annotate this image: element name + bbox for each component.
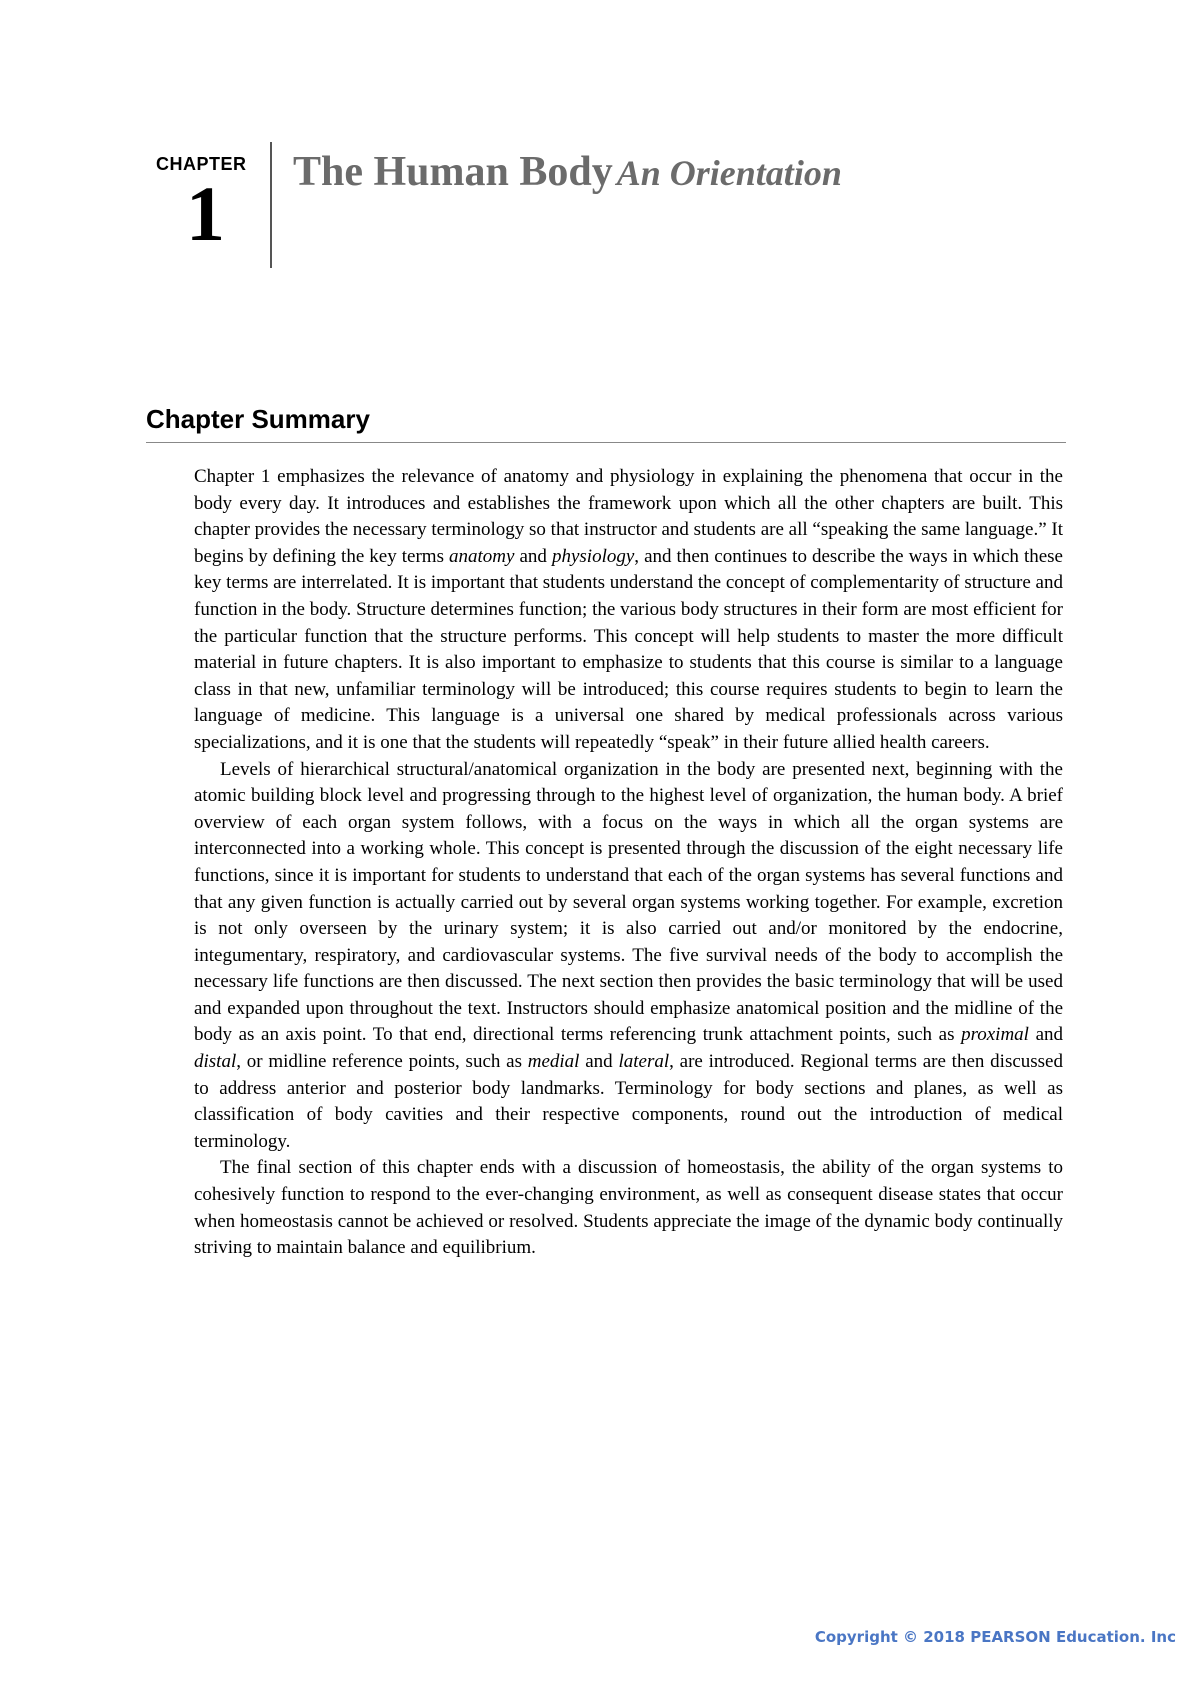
- term-lateral: lateral: [618, 1051, 670, 1073]
- p2-text-a: Levels of hierarchical structural/anatomical organization in the body are presented next, beginning with the atomic building block level and progressing through to the highest level of organization, the human body. A brief overview of each organ system follows, with a focus on the ways in which all the organ systems are interconnected into a working whole. This concept is presented through the discussion of the eight necessary life functions, since it is important for students to understand that each of the organ systems has several functions and that any given function is actually carried out by several organ systems working together. For example, excretion is not only overseen by the urinary system; it is also carried out and/or monitored by the endocrine, integumentary, respiratory, and cardiovascular systems. The five survival needs of the body to accomplish the necessary life functions are then discussed. The next section then provides the basic terminology that will be used and expanded upon throughout the text. Instructors should emphasize anatomical position and the midline of the body as an axis point. To that end, directional terms referencing trunk attachment points, such as: [194, 758, 1063, 1046]
- section-heading: Chapter Summary: [146, 404, 370, 434]
- chapter-label-block: [150, 140, 262, 268]
- chapter-divider: [270, 142, 272, 268]
- chapter-title-main: The Human Body: [293, 149, 613, 195]
- term-anatomy: anatomy: [449, 545, 515, 567]
- term-proximal: proximal: [961, 1024, 1029, 1046]
- p2-text-d: and: [579, 1051, 619, 1073]
- p1-text-b: and: [514, 545, 552, 567]
- summary-paragraph-3: The final section of this chapter ends with a discussion of homeostasis, the ability of the organ systems to cohesively function to respond to the ever-changing environment, as well as consequent disease states that occur when homeostasis cannot be achieved or resolved. Students appreciate the image of the dynamic body continually striving to maintain balance and equilibrium.: [194, 1157, 1063, 1259]
- chapter-label: CHAPTER: [156, 154, 247, 174]
- p2-text-c: , or midline reference points, such as: [236, 1051, 528, 1073]
- term-medial: medial: [527, 1051, 580, 1073]
- chapter-title: [293, 148, 842, 196]
- section-divider: [146, 442, 1066, 443]
- chapter-title-sub: An Orientation: [616, 153, 842, 193]
- term-physiology: physiology: [551, 545, 635, 567]
- chapter-number: 1: [186, 170, 225, 257]
- p1-text-a: Chapter 1 emphasizes the relevance of anatomy and physiology in explaining the phenomena that occur in the body every day. It introduces and establishes the framework upon which all the other chapters are built. This chapter provides the necessary terminology so that instructor and students are all “speaking the same language.” It begins by defining the key terms: [194, 466, 1063, 567]
- copyright-footer: Copyright © 2018 PEARSON Education. Inc: [814, 1628, 1176, 1646]
- p1-text-c: , and then continues to describe the ways in which these key terms are interrelated. It is important that students understand the concept of complementarity of structure and function in the body. Structure determines function; the various body structures in their form are most efficient for the particular function that the structure performs. This concept will help students to master the more difficult material in future chapters. It is also important to emphasize to students that this course is similar to a language class in that new, unfamiliar terminology will be introduced; this course requires students to begin to learn the language of medicine. This language is a universal one shared by medical professionals across various specializations, and it is one that the students will repeatedly “speak” in their future allied health careers.: [194, 545, 1063, 753]
- p2-text-b: and: [1028, 1024, 1063, 1046]
- term-distal: distal: [194, 1051, 237, 1073]
- summary-paragraph-2: [194, 757, 1063, 1156]
- summary-body: [194, 464, 1063, 1262]
- summary-paragraph-1: [194, 464, 1063, 757]
- p2-text-e: , are introduced. Regional terms are then discussed to address anterior and posterior body landmarks. Terminology for body sections and planes, as well as classification of body cavities and their respective components, round out the introduction of medical terminology.: [194, 1051, 1063, 1152]
